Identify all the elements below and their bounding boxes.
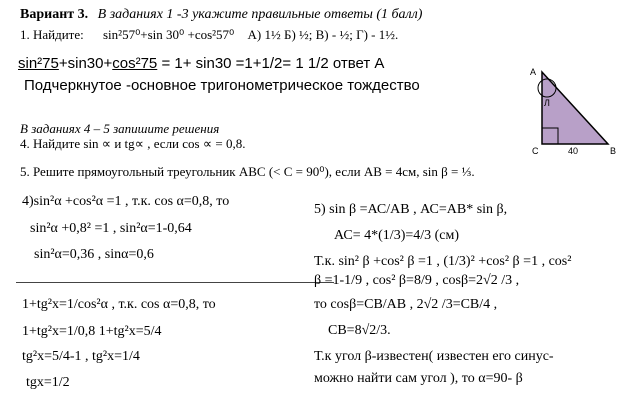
triangle-label-b: B	[610, 146, 617, 156]
right-line-1: 5) sin β =АС/АВ , АС=АВ* sin β,	[314, 202, 508, 217]
task1-prompt: 1. Найдите:	[20, 27, 84, 42]
task1-line	[20, 28, 398, 41]
left-line-1: 4)sin²α +cos²α =1 , т.к. cos α=0,8, то	[22, 194, 230, 209]
left-line-5: 1+tg²x=1/0,8 1+tg²x=5/4	[22, 324, 162, 339]
left-line-2: sin²α +0,8² =1 , sin²α=1-0,64	[30, 221, 192, 236]
task4-prompt: 4. Найдите sin ∝ и tg∝ , если cos ∝ = 0,8.	[20, 136, 246, 151]
right-line-4: β =1-1/9 , cos² β=8/9 , cosβ=2√2 /3 ,	[314, 273, 520, 288]
task1-options: А) 1½ Б) ½; В) - ½; Г) - 1½.	[247, 27, 399, 42]
right-line-2: АС= 4*(1/3)=4/3 (см)	[334, 228, 460, 243]
right-line-6: СВ=8√2/3.	[328, 323, 391, 338]
solution1-line2: Подчеркнутое -основное тригонометрическое тождество	[24, 77, 420, 94]
solution1-underlined-sin: sin²75	[18, 55, 59, 72]
task4-instruction: В заданиях 4 – 5 запишите решения	[20, 121, 220, 136]
triangle-diagram	[528, 66, 624, 156]
right-line-7: Т.к угол β-известен( известен его синус-	[314, 349, 554, 364]
solution1-box	[16, 52, 420, 120]
instruction-text: В заданиях 1 -3 укажите правильные ответы (1 балл)	[97, 7, 423, 22]
solution1-middle: +sin30+	[58, 55, 113, 72]
left-line-6: tg²x=5/4-1 , tg²x=1/4	[22, 349, 140, 364]
left-divider	[16, 282, 334, 283]
right-line-5: то cosβ=СВ/АВ , 2√2 /3=СВ/4 ,	[314, 297, 498, 312]
triangle-label-a: A	[530, 67, 537, 77]
right-line-3: Т.к. sin² β +cos² β =1 , (1/3)² +cos² β =1 , cos²	[314, 254, 572, 269]
triangle-label-c: C	[532, 146, 539, 156]
header	[20, 8, 422, 22]
solution1-line1	[18, 56, 384, 71]
right-line-8: можно найти сам угол ), то α=90- β	[314, 371, 523, 386]
variant-title: Вариант 3.	[20, 7, 89, 22]
triangle-side-label: 40	[568, 146, 579, 156]
solution1-rest: = 1+ sin30 =1+1/2= 1 1/2 ответ А	[157, 55, 385, 72]
task1-expression: sin²57⁰+sin 30⁰ +cos²57⁰	[103, 27, 235, 42]
triangle-shape	[542, 72, 608, 144]
task5-prompt: 5. Решите прямоугольный треугольник АВС (< С = 90⁰), если АВ = 4см, sin β = ⅓.	[20, 164, 475, 179]
left-line-3: sin²α=0,36 , sinα=0,6	[34, 247, 154, 262]
left-line-7: tgx=1/2	[26, 375, 70, 390]
left-line-4: 1+tg²x=1/cos²α , т.к. cos α=0,8, то	[22, 297, 216, 312]
triangle-angle-label: Л	[544, 98, 550, 108]
solution1-underlined-cos: cos²75	[112, 55, 158, 72]
